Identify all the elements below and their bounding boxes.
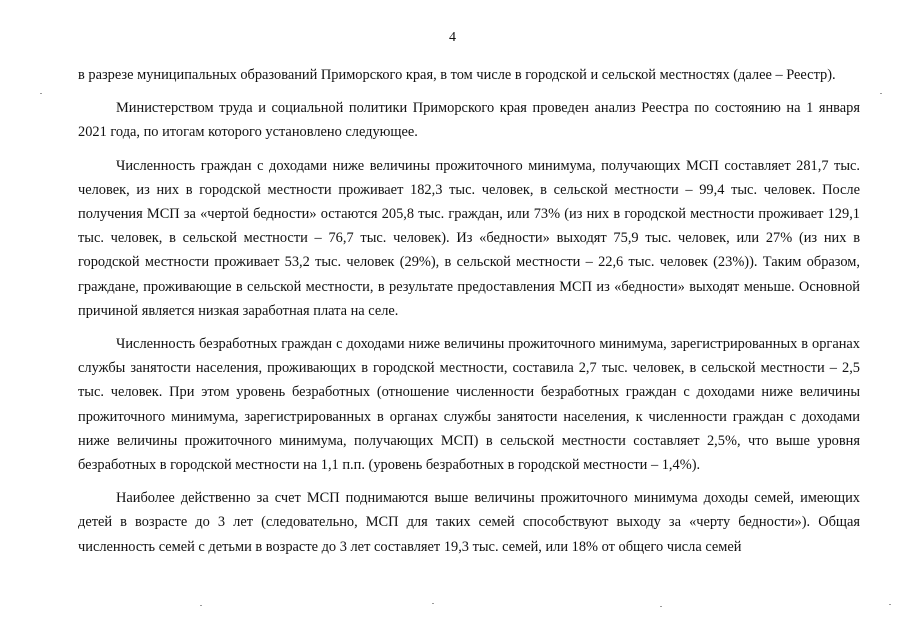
scan-speck bbox=[889, 604, 891, 605]
scan-speck bbox=[432, 603, 434, 604]
scan-speck bbox=[40, 93, 42, 94]
page-number: 4 bbox=[449, 30, 456, 45]
scan-speck bbox=[660, 606, 662, 607]
paragraph-poverty-statistics: Численность граждан с доходами ниже величины прожиточного минимума, получающих МСП составляет 281,7 тыс. человек, из них в городской местности проживает 182,3 тыс. человек, в сельской местности – 99,4 тыс. человек. После получения МСП за «чертой бедности» остаются 205,8 тыс. граждан, или 73% (из них в городской местности проживает 129,1 тыс. человек, в сельской местности – 76,7 тыс. человек). Из «бедности» выходят 75,9 тыс. человек, или 27% (из них в городской местности проживает 53,2 тыс. человек (29%), в сельской местности – 22,6 тыс. человек (23%)). Таким образом, граждане, проживающие в сельской местности, в результате предоставления МСП из «бедности» выходят меньше. Основной причиной является низкая заработная плата на селе. bbox=[78, 157, 860, 319]
paragraph-continuation: в разрезе муниципальных образований Приморского края, в том числе в городской и сельской местностях (далее – Реестр). bbox=[78, 67, 836, 83]
scan-speck bbox=[200, 605, 202, 606]
paragraph-families-with-children: Наиболее действенно за счет МСП поднимаются выше величины прожиточного минимума доходы семей, имеющих детей в возрасте до 3 лет (следовательно, МСП для таких семей способствуют выходу за «черту бедности»). Общая численность семей с детьми в возрасте до 3 лет составляет 19,3 тыс. семей, или 18% от общего числа семей bbox=[78, 490, 860, 555]
scan-speck bbox=[880, 93, 882, 94]
paragraph-registry-analysis: Министерством труда и социальной политики Приморского края проведен анализ Реестра по состоянию на 1 января 2021 года, по итогам которого установлено следующее. bbox=[78, 100, 860, 141]
paragraph-unemployment-statistics: Численность безработных граждан с доходами ниже величины прожиточного минимума, зарегистрированных в органах службы занятости населения, проживающих в городской местности, составила 2,7 тыс. человек, в сельской местности – 2,5 тыс. человек. При этом уровень безработных (отношение численности безработных граждан с доходами ниже величины прожиточного минимума, зарегистрированных в органах службы занятости населения, к численности граждан с доходами ниже величины прожиточного минимума, получающих МСП) в сельской местности составляет 2,5%, что выше уровня безработных в городской местности на 1,1 п.п. (уровень безработных в городской местности – 1,4%). bbox=[78, 336, 860, 474]
document-body bbox=[78, 63, 860, 568]
